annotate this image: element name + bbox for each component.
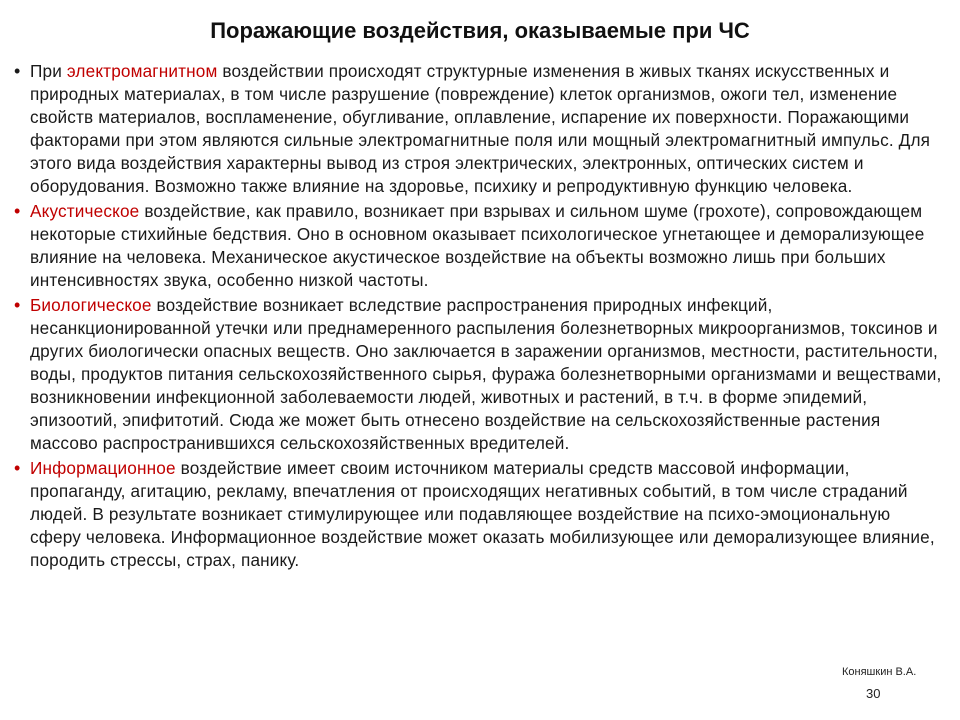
slide-title: Поражающие воздействия, оказываемые при ЧС: [210, 18, 750, 43]
text-body: воздействие, как правило, возникает при взрывах и сильном шуме (грохоте), сопровождающем некоторые стихийные бедствия. Оно в основном оказывает психологическое угнетающее и деморализующее влияние на человека. Механическое акустическое воздействие на объекты возможно лишь при больших интенсивностях звука, особенно низкой частоты.: [30, 201, 925, 290]
highlighted-keyword: Информационное: [30, 458, 176, 478]
bullet-item-informational: [14, 457, 946, 572]
text-body: воздействие имеет своим источником материалы средств массовой информации, пропаганду, агитацию, рекламу, впечатления от происходящих негативных событий, в том числе страданий людей. В результате возникает стимулирующее или подавляющее воздействие на психо-эмоциональную сферу человека. Информационное воздействие может оказать мобилизующее или деморализующее влияние, породить стрессы, страх, панику.: [30, 458, 935, 570]
page-number: 30: [866, 686, 881, 701]
highlighted-keyword: Биологическое: [30, 295, 152, 315]
highlighted-keyword: Акустическое: [30, 201, 140, 221]
bullet-item-biological: [14, 294, 946, 455]
bullet-text: [30, 200, 946, 292]
bullet-text: [30, 294, 946, 455]
text-body: воздействии происходят структурные изменения в живых тканях искусственных и природных материалах, в том числе разрушение (повреждение) клеток организмов, ожоги тел, изменение свойств материалов, воспламенение, обугливание, оплавление, испарение их поверхности. Поражающими факторами при этом являются сильные электромагнитные поля или мощный электромагнитный импульс. Для этого вида воздействия характерны вывод из строя электрических, электронных, оптических систем и оборудования. Возможно также влияние на здоровье, психику и репродуктивную функцию человека.: [30, 61, 931, 196]
bullet-text: [30, 60, 946, 198]
text-prefix: При: [30, 61, 67, 81]
bullet-icon: •: [14, 295, 21, 315]
highlighted-keyword: электромагнитном: [66, 61, 218, 81]
bullet-item-electromagnetic: [14, 60, 946, 198]
bullet-item-acoustic: [14, 200, 946, 292]
bullet-list: [14, 60, 946, 574]
bullet-icon: •: [14, 201, 21, 221]
bullet-icon: •: [14, 61, 21, 81]
author-credit: Коняшкин В.А.: [842, 666, 917, 678]
bullet-text: [30, 457, 946, 572]
text-body: воздействие возникает вследствие распространения природных инфекций, несанкционированной утечки или преднамеренного распыления болезнетворных микроорганизмов, токсинов и других биологически опасных веществ. Оно заключается в заражении организмов, местности, растительности, воды, продуктов питания сельскохозяйственного сырья, фуража болезнетворными организмами и веществами, возникновении инфекционной заболеваемости людей, животных и растений, в т.ч. в форме эпидемий, эпизоотий, эпифитотий. Сюда же может быть отнесено воздействие на сельскохозяйственные растения массово распространившихся сельскохозяйственных вредителей.: [30, 295, 942, 453]
bullet-icon: •: [14, 458, 21, 478]
